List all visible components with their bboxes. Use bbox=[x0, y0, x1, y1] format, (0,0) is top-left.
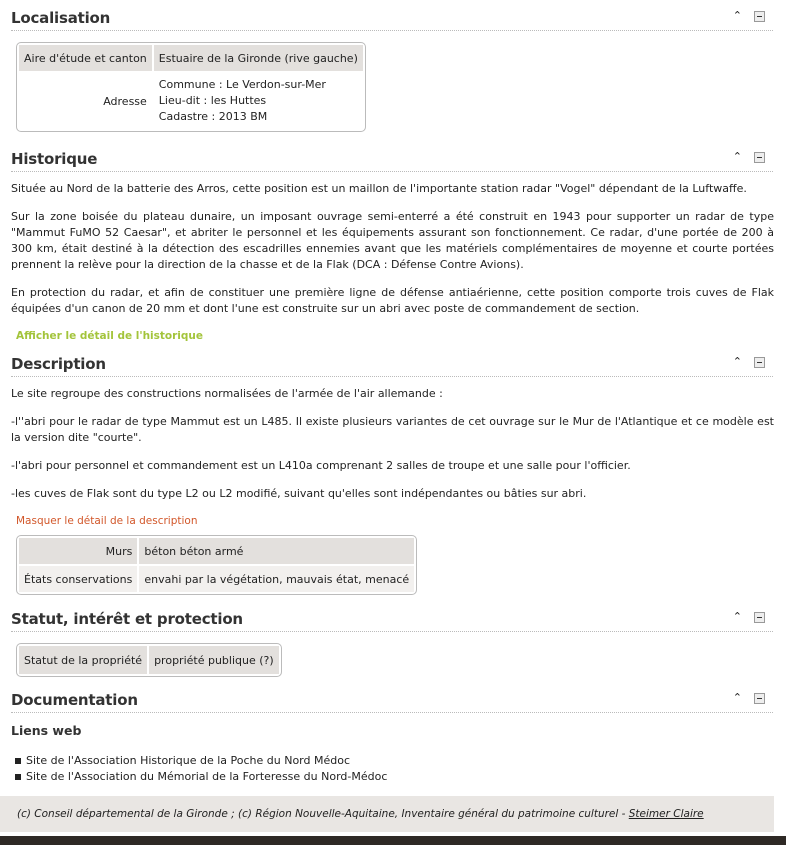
bottom-bar bbox=[0, 836, 786, 845]
section-title: Description bbox=[11, 355, 106, 373]
documentation-section bbox=[11, 690, 773, 738]
minimize-box-icon[interactable] bbox=[754, 357, 765, 368]
historique-section bbox=[11, 149, 774, 342]
minimize-box-icon[interactable] bbox=[754, 152, 765, 163]
paragraph: Située au Nord de la batterie des Arros, cette position est un maillon de l'importante station radar "Vogel" dépendant de la Luftwaffe. bbox=[11, 182, 747, 195]
show-history-details-link[interactable]: Afficher le détail de l'historique bbox=[16, 330, 204, 342]
web-link[interactable]: Site de l'Association Historique de la Poche du Nord Médoc bbox=[26, 754, 351, 767]
paragraph: Le site regroupe des constructions normalisées de l'armée de l'air allemande : bbox=[11, 387, 443, 400]
section-header bbox=[11, 149, 773, 172]
description-section bbox=[11, 354, 774, 527]
row-value bbox=[154, 73, 363, 129]
table-row bbox=[19, 566, 414, 592]
address-line: Commune : Le Verdon-sur-Mer bbox=[158, 78, 326, 91]
section-title: Statut, intérêt et protection bbox=[11, 610, 243, 628]
credit-text: (c) Conseil départemental de la Gironde ; (c) Région Nouvelle-Aquitaine, Inventaire général du patrimoine culturel - bbox=[17, 808, 629, 820]
paragraph: En protection du radar, et afin de constituer une première ligne de défense antiaérienne, cette position comporte trois cuves de Flak équipées d'un canon de 20 mm et dont l'une est construite sur un abri avec poste de commandement de section. bbox=[11, 286, 774, 315]
chevron-up-icon[interactable]: ⌃ bbox=[732, 150, 742, 163]
section-header bbox=[11, 354, 773, 377]
section-title: Historique bbox=[11, 150, 98, 168]
web-links-list bbox=[15, 753, 387, 785]
section-header bbox=[11, 609, 773, 632]
table-row bbox=[19, 646, 279, 674]
row-label: Adresse bbox=[19, 73, 152, 129]
paragraph: -l''abri pour le radar de type Mammut est un L485. Il existe plusieurs variantes de cet ouvrage sur le Mur de l'Atlantique et ce modèle est la version dite "courte". bbox=[11, 415, 774, 444]
section-header bbox=[11, 8, 773, 31]
minimize-box-icon[interactable] bbox=[754, 11, 765, 22]
list-item bbox=[15, 753, 387, 769]
description-table bbox=[16, 535, 417, 595]
footer-credit bbox=[17, 808, 704, 820]
chevron-up-icon[interactable]: ⌃ bbox=[732, 355, 742, 368]
statut-section bbox=[11, 609, 773, 632]
table-row bbox=[19, 45, 363, 71]
localisation-table bbox=[16, 42, 366, 132]
paragraph: -l'abri pour personnel et commandement est un L410a comprenant 2 salles de troupe et une salle pour l'officier. bbox=[11, 459, 631, 472]
table-row bbox=[19, 538, 414, 564]
list-item bbox=[15, 769, 387, 785]
row-label: Murs bbox=[19, 538, 137, 564]
chevron-up-icon[interactable]: ⌃ bbox=[732, 610, 742, 623]
web-link[interactable]: Site de l'Association du Mémorial de la Forteresse du Nord-Médoc bbox=[26, 770, 388, 783]
chevron-up-icon[interactable]: ⌃ bbox=[732, 691, 742, 704]
chevron-up-icon[interactable]: ⌃ bbox=[732, 9, 742, 22]
row-label: États conservations bbox=[19, 566, 137, 592]
row-value: béton béton armé bbox=[139, 538, 414, 564]
localisation-section bbox=[11, 8, 773, 31]
footer bbox=[0, 796, 774, 832]
minimize-box-icon[interactable] bbox=[754, 612, 765, 623]
row-value: propriété publique (?) bbox=[149, 646, 279, 674]
row-value: envahi par la végétation, mauvais état, menacé bbox=[139, 566, 414, 592]
web-links-heading: Liens web bbox=[11, 723, 82, 738]
paragraph: Sur la zone boisée du plateau dunaire, un imposant ouvrage semi-enterré a été construit en 1943 pour supporter un radar de type "Mammut FuMO 52 Caesar", et abriter le personnel et les équipements assurant son fonctionnement. Ce radar, d'une portée de 200 à 300 km, était destiné à la détection des escadrilles ennemies avant que les matériels complémentaires de moyenne et courte portées prennent la relève pour la direction de la chasse et de la Flak (DCA : Défense Contre Avions). bbox=[11, 210, 774, 271]
statut-table bbox=[16, 643, 282, 677]
paragraph: -les cuves de Flak sont du type L2 ou L2 modifié, suivant qu'elles sont indépendantes ou bâties sur abri. bbox=[11, 487, 587, 500]
row-label: Statut de la propriété bbox=[19, 646, 147, 674]
table-row bbox=[19, 73, 363, 129]
hide-description-details-link[interactable]: Masquer le détail de la description bbox=[16, 515, 198, 527]
minimize-box-icon[interactable] bbox=[754, 693, 765, 704]
author-link[interactable]: Steimer Claire bbox=[628, 808, 704, 820]
section-title: Localisation bbox=[11, 9, 111, 27]
row-label: Aire d'étude et canton bbox=[19, 45, 152, 71]
section-header bbox=[11, 690, 773, 713]
section-title: Documentation bbox=[11, 691, 138, 709]
address-line: Cadastre : 2013 BM bbox=[158, 110, 268, 123]
address-line: Lieu-dit : les Huttes bbox=[158, 94, 267, 107]
row-value: Estuaire de la Gironde (rive gauche) bbox=[154, 45, 363, 71]
